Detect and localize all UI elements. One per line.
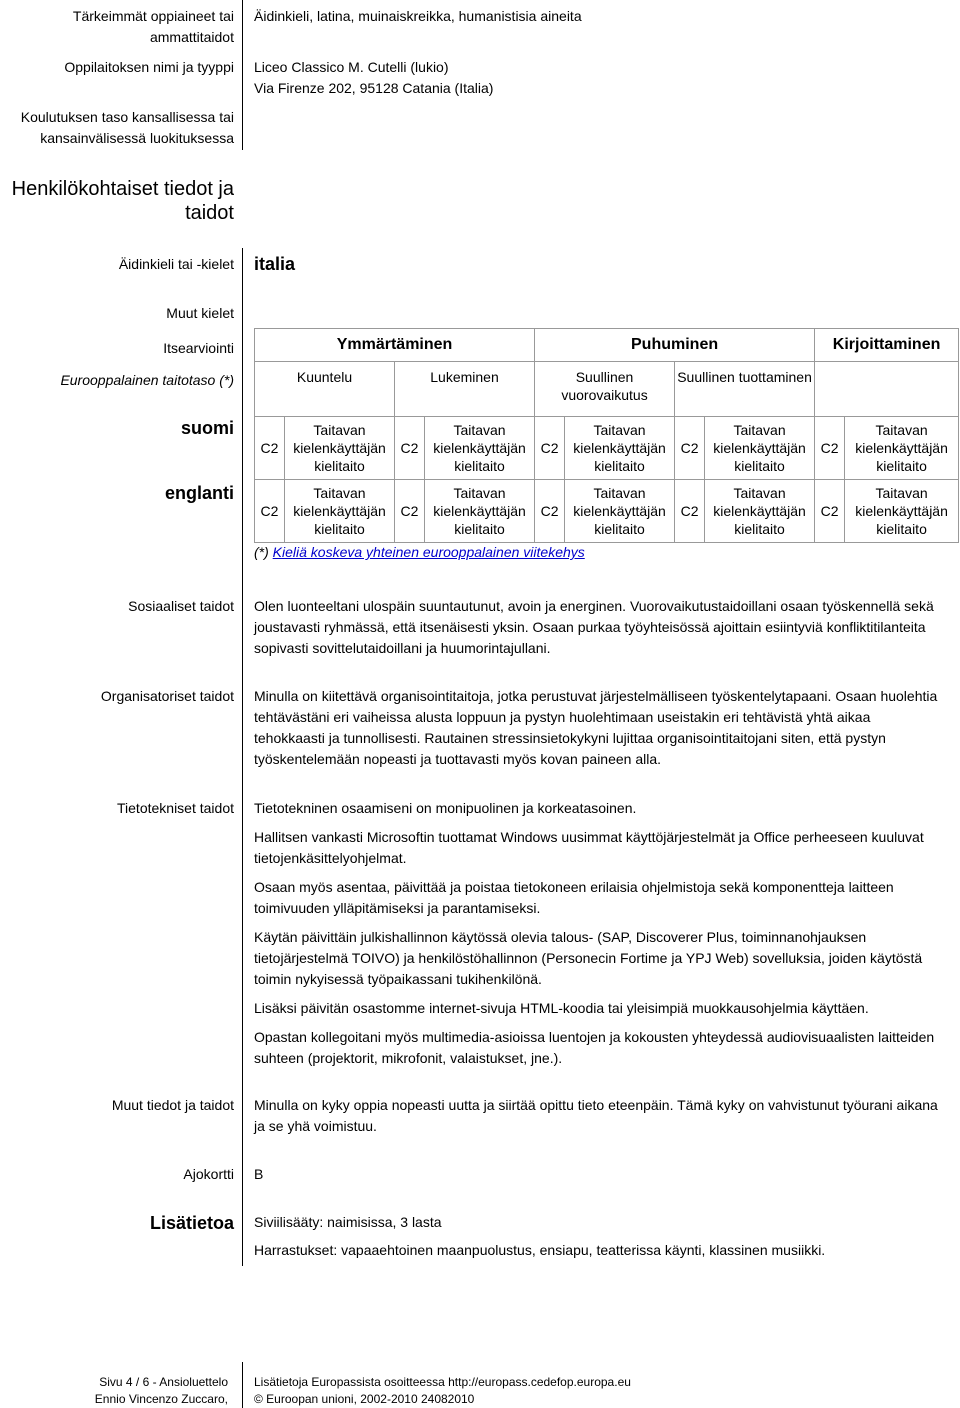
- level-desc-cell: Taitavan kielenkäyttäjän kielitaito: [425, 480, 535, 543]
- mother-tongue-label: Äidinkieli tai -kielet: [118, 256, 234, 272]
- other-skills-label: Muut tiedot ja taidot: [111, 1097, 234, 1113]
- tech-skills-para-1: Tietotekninen osaamiseni on monipuolinen ja korkeatasoinen.: [254, 800, 637, 816]
- other-skills-text: Minulla on kyky oppia nopeasti uutta ja siirtää opittu tieto eteenpäin. Tämä kyky on vahvistunut työurani aikana ja se yhä voimistuu.: [254, 1097, 938, 1134]
- subjects-value: Äidinkieli, latina, muinaiskreikka, humanistisia aineita: [254, 8, 582, 24]
- school-address: Via Firenze 202, 95128 Catania (Italia): [254, 80, 494, 96]
- language-name-suomi: suomi: [180, 418, 234, 438]
- org-skills-label: Organisatoriset taidot: [100, 688, 234, 704]
- level-desc-cell: Taitavan kielenkäyttäjän kielitaito: [425, 417, 535, 480]
- section-heading-personal: Henkilökohtaiset tiedot ja taidot: [11, 178, 234, 224]
- mother-tongue-value: italia: [254, 254, 296, 274]
- language-table: [254, 328, 959, 543]
- level-desc-cell: Taitavan kielenkäyttäjän kielitaito: [705, 417, 815, 480]
- language-name-englanti: englanti: [164, 483, 234, 503]
- european-level-label: Eurooppalainen taitotaso (*): [60, 372, 234, 388]
- subheader-reading: Lukeminen: [395, 362, 535, 417]
- level-label: Koulutuksen taso kansallisessa tai kansainvälisessä luokituksessa: [20, 109, 234, 146]
- level-cell: C2: [815, 480, 845, 543]
- social-skills-text: Olen luonteeltani ulospäin suuntautunut, avoin ja energinen. Vuorovaikutustaidoillani osaan työskennellä sekä joustavasti ryhmässä, että itsenäisesti yksin. Osaan purkaa työyhteisössä ajoittain esiintyviä konfliktitilanteita sopivasti sovittelutaidoillani ja huumorintajullani.: [254, 598, 934, 656]
- footer-separator: [242, 1362, 243, 1408]
- additional-info-line-2: Harrastukset: vapaaehtoinen maanpuolustus, ensiapu, teatterissa käynti, klassinen musiikki.: [254, 1242, 826, 1258]
- level-desc-cell: Taitavan kielenkäyttäjän kielitaito: [845, 480, 959, 543]
- subheader-interaction: Suullinen vuorovaikutus: [535, 362, 675, 417]
- social-skills-label: Sosiaaliset taidot: [128, 598, 234, 614]
- tech-skills-para-3: Osaan myös asentaa, päivittää ja poistaa tietokoneen erilaisia ohjelmistoja sekä komponentteja laitteen toimivuuden ylläpitämiseksi ja parantamiseksi.: [254, 879, 894, 916]
- level-cell: C2: [255, 480, 285, 543]
- level-desc-cell: Taitavan kielenkäyttäjän kielitaito: [845, 417, 959, 480]
- header-speaking: Puhuminen: [535, 329, 815, 362]
- header-understanding: Ymmärtäminen: [255, 329, 535, 362]
- level-desc-cell: Taitavan kielenkäyttäjän kielitaito: [705, 480, 815, 543]
- level-cell: C2: [675, 480, 705, 543]
- level-cell: C2: [535, 417, 565, 480]
- tech-skills-para-4: Käytän päivittäin julkishallinnon käytössä olevia talous- (SAP, Discoverer Plus, toiminnanohjauksen tietojärjestelmä TOIVO) ja henkilöstöhallinnon (Personecin Fortime ja YPJ Web) sovelluksia, joiden käytöstä toimin nykyisessä työpaikassani tukihenkilönä.: [254, 929, 923, 987]
- subheader-writing-empty: [815, 362, 959, 417]
- cefr-link[interactable]: Kieliä koskeva yhteinen eurooppalainen viitekehys: [272, 544, 585, 560]
- level-cell: C2: [815, 417, 845, 480]
- school-label: Oppilaitoksen nimi ja tyyppi: [64, 59, 234, 75]
- table-row: [255, 480, 959, 543]
- level-cell: C2: [395, 480, 425, 543]
- table-row: [255, 417, 959, 480]
- footer-copyright: © Euroopan unioni, 2002-2010 24082010: [254, 1392, 475, 1406]
- additional-info-heading: Lisätietoa: [149, 1213, 234, 1233]
- level-cell: C2: [535, 480, 565, 543]
- tech-skills-label: Tietotekniset taidot: [117, 800, 234, 816]
- level-cell: C2: [255, 417, 285, 480]
- level-cell: C2: [395, 417, 425, 480]
- column-separator-top: [242, 0, 243, 150]
- level-cell: C2: [675, 417, 705, 480]
- footnote-prefix: (*): [254, 544, 273, 560]
- tech-skills-para-5: Lisäksi päivitän osastomme internet-sivuja HTML-koodia tai yleisimpiä muokkausohjelmia käyttäen.: [254, 1000, 869, 1016]
- org-skills-text: Minulla on kiitettävä organisointitaitoja, jotka perustuvat järjestelmälliseen työskentelytapaani. Osaan huolehtia tehtävästäni eri vaiheissa alusta loppuun ja pystyn huolehtimaan useistakin eri tehtävistä yhtä aikaa tehokkaasti ja tunnollisesti. Rautainen stressinsietokykyni lujittaa organisointitaitojani siten, että pystyn työskentelemään nopeasti ja tuottavasti myös kovan paineen alla.: [254, 688, 938, 767]
- column-separator-bottom: [242, 248, 243, 1266]
- cefr-footnote: [254, 542, 585, 563]
- footer-person: Ennio Vincenzo Zuccaro,: [94, 1392, 228, 1406]
- driving-license-value: B: [254, 1166, 264, 1182]
- header-writing: Kirjoittaminen: [815, 329, 959, 362]
- tech-skills-para-2: Hallitsen vankasti Microsoftin tuottamat Windows uusimmat käyttöjärjestelmät ja Office perheeseen kuuluvat tietojenkäsittelyohjelmat.: [254, 829, 924, 866]
- subheader-listening: Kuuntelu: [255, 362, 395, 417]
- subjects-label: Tärkeimmät oppiaineet tai ammattitaidot: [72, 8, 234, 45]
- additional-info-line-1: Siviilisääty: naimisissa, 3 lasta: [254, 1214, 442, 1230]
- other-languages-label: Muut kielet: [166, 305, 234, 321]
- footer-europass-info: Lisätietoja Europassista osoitteessa http://europass.cedefop.europa.eu: [254, 1375, 631, 1389]
- level-desc-cell: Taitavan kielenkäyttäjän kielitaito: [565, 417, 675, 480]
- level-desc-cell: Taitavan kielenkäyttäjän kielitaito: [285, 417, 395, 480]
- self-assessment-label: Itsearviointi: [163, 340, 234, 356]
- tech-skills-para-6: Opastan kollegoitani myös multimedia-asioissa luentojen ja kokousten yhteydessä audiovisuaalisten laitteiden suhteen (projektorit, mikrofonit, valaistukset, jne.).: [254, 1029, 935, 1066]
- level-desc-cell: Taitavan kielenkäyttäjän kielitaito: [285, 480, 395, 543]
- subheader-production: Suullinen tuottaminen: [675, 362, 815, 417]
- level-desc-cell: Taitavan kielenkäyttäjän kielitaito: [565, 480, 675, 543]
- driving-license-label: Ajokortti: [183, 1166, 234, 1182]
- school-name: Liceo Classico M. Cutelli (lukio): [254, 59, 449, 75]
- footer-page-info: Sivu 4 / 6 - Ansioluettelo: [99, 1375, 228, 1389]
